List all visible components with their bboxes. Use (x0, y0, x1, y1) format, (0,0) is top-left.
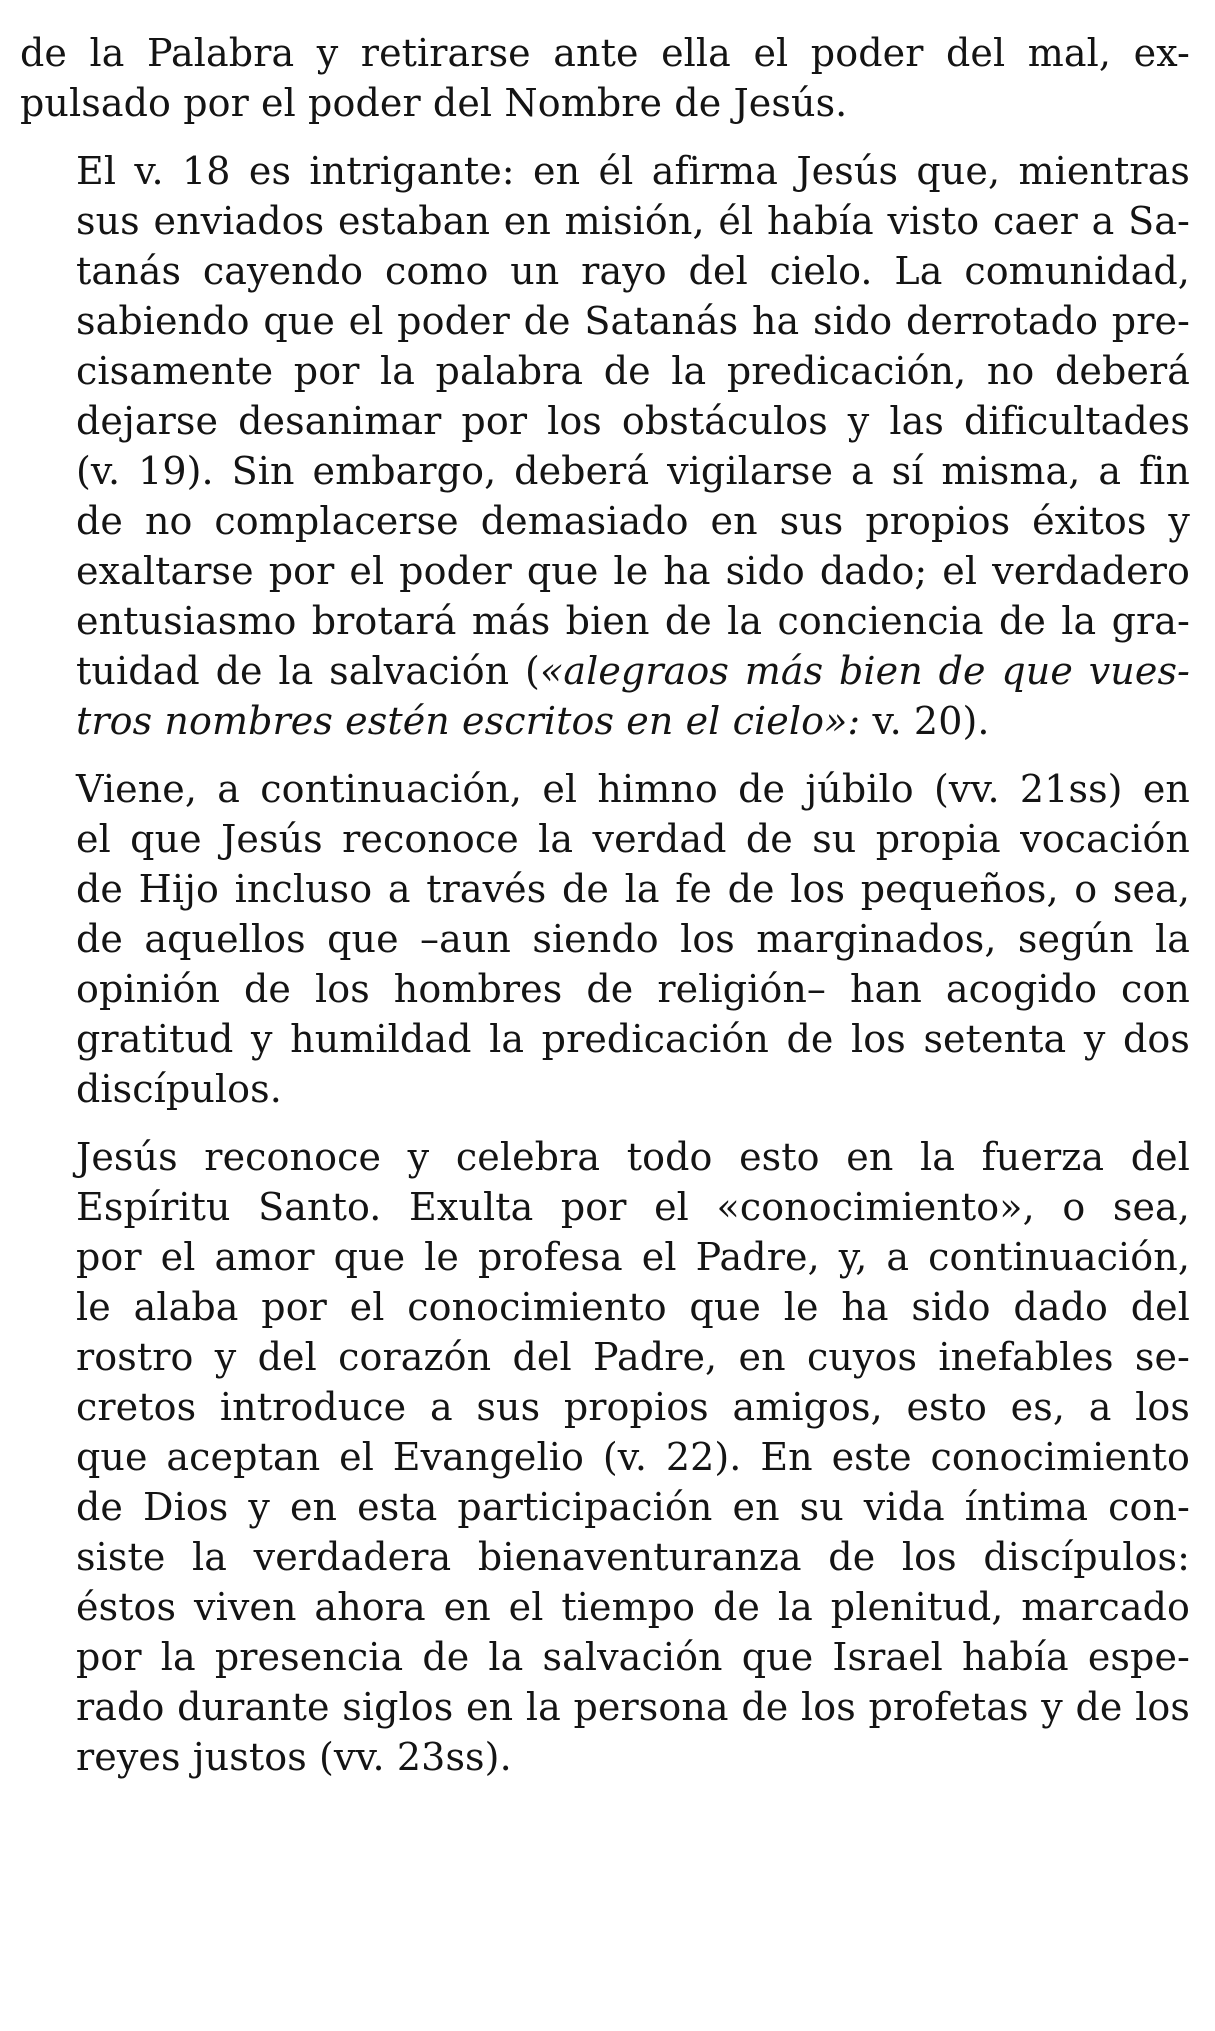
text-line: éstos viven ahora en el tiempo de la plenitud, marcado (76, 1585, 1190, 1629)
text-line: cisamente por la palabra de la predicación, no deberá (76, 349, 1190, 393)
text-line: dejarse desanimar por los obstáculos y las dificultades (76, 399, 1190, 443)
text-line: gratitud y humildad la predicación de los setenta y dos (76, 1017, 1190, 1061)
text-line: cretos introduce a sus propios amigos, esto es, a los (76, 1385, 1190, 1429)
text-line: tanás cayendo como un rayo del cielo. La comunidad, (76, 249, 1190, 293)
italic-quote: «alegraos más bien de que vues- (539, 649, 1190, 693)
text-line: de la Palabra y retirarse ante ella el poder del mal, ex- (20, 31, 1190, 75)
text-line-with-quote (20, 646, 1190, 696)
text-line: rostro y del corazón del Padre, en cuyos inefables se- (76, 1335, 1190, 1379)
text-fragment: v. 20). (860, 699, 990, 743)
text-line: entusiasmo brotará más bien de la conciencia de la gra- (76, 599, 1190, 643)
text-line: por la presencia de la salvación que Israel había espe- (76, 1635, 1190, 1679)
text-line: sabiendo que el poder de Satanás ha sido derrotado pre- (76, 299, 1190, 343)
text-line: exaltarse por el poder que le ha sido dado; el verdadero (76, 549, 1190, 593)
paragraph-2 (20, 146, 1190, 746)
text-line: que aceptan el Evangelio (v. 22). En este conocimiento (76, 1435, 1190, 1479)
text-line: de Dios y en esta participación en su vida íntima con- (76, 1485, 1190, 1529)
text-line: (v. 19). Sin embargo, deberá vigilarse a sí misma, a fin (76, 449, 1190, 493)
text-line-with-quote (20, 696, 1190, 746)
book-page (20, 28, 1190, 1782)
paragraph-1 (20, 28, 1190, 128)
text-line: opinión de los hombres de religión– han acogido con (76, 967, 1190, 1011)
text-fragment: tuidad de la salvación ( (76, 649, 540, 693)
text-line: por el amor que le profesa el Padre, y, a continuación, (76, 1235, 1190, 1279)
paragraph-3 (20, 764, 1190, 1114)
text-line: reyes justos (vv. 23ss). (76, 1735, 512, 1779)
text-line: discípulos. (76, 1067, 282, 1111)
text-line: de aquellos que –aun siendo los marginados, según la (76, 917, 1190, 961)
text-line: pulsado por el poder del Nombre de Jesús. (20, 81, 848, 125)
text-line: sus enviados estaban en misión, él había visto caer a Sa- (76, 199, 1190, 243)
text-line: siste la verdadera bienaventuranza de los discípulos: (76, 1535, 1190, 1579)
text-line: Espíritu Santo. Exulta por el «conocimiento», o sea, (76, 1185, 1190, 1229)
text-line: rado durante siglos en la persona de los profetas y de los (76, 1685, 1190, 1729)
paragraph-4 (20, 1132, 1190, 1782)
italic-quote: tros nombres estén escritos en el cielo»: (76, 699, 861, 743)
text-line: Viene, a continuación, el himno de júbilo (vv. 21ss) en (76, 767, 1190, 811)
text-line: le alaba por el conocimiento que le ha sido dado del (76, 1285, 1190, 1329)
text-line: de Hijo incluso a través de la fe de los pequeños, o sea, (76, 867, 1190, 911)
text-line: El v. 18 es intrigante: en él afirma Jesús que, mientras (76, 149, 1190, 193)
text-line: de no complacerse demasiado en sus propios éxitos y (76, 499, 1190, 543)
text-line: el que Jesús reconoce la verdad de su propia vocación (76, 817, 1190, 861)
text-line: Jesús reconoce y celebra todo esto en la fuerza del (76, 1135, 1190, 1179)
